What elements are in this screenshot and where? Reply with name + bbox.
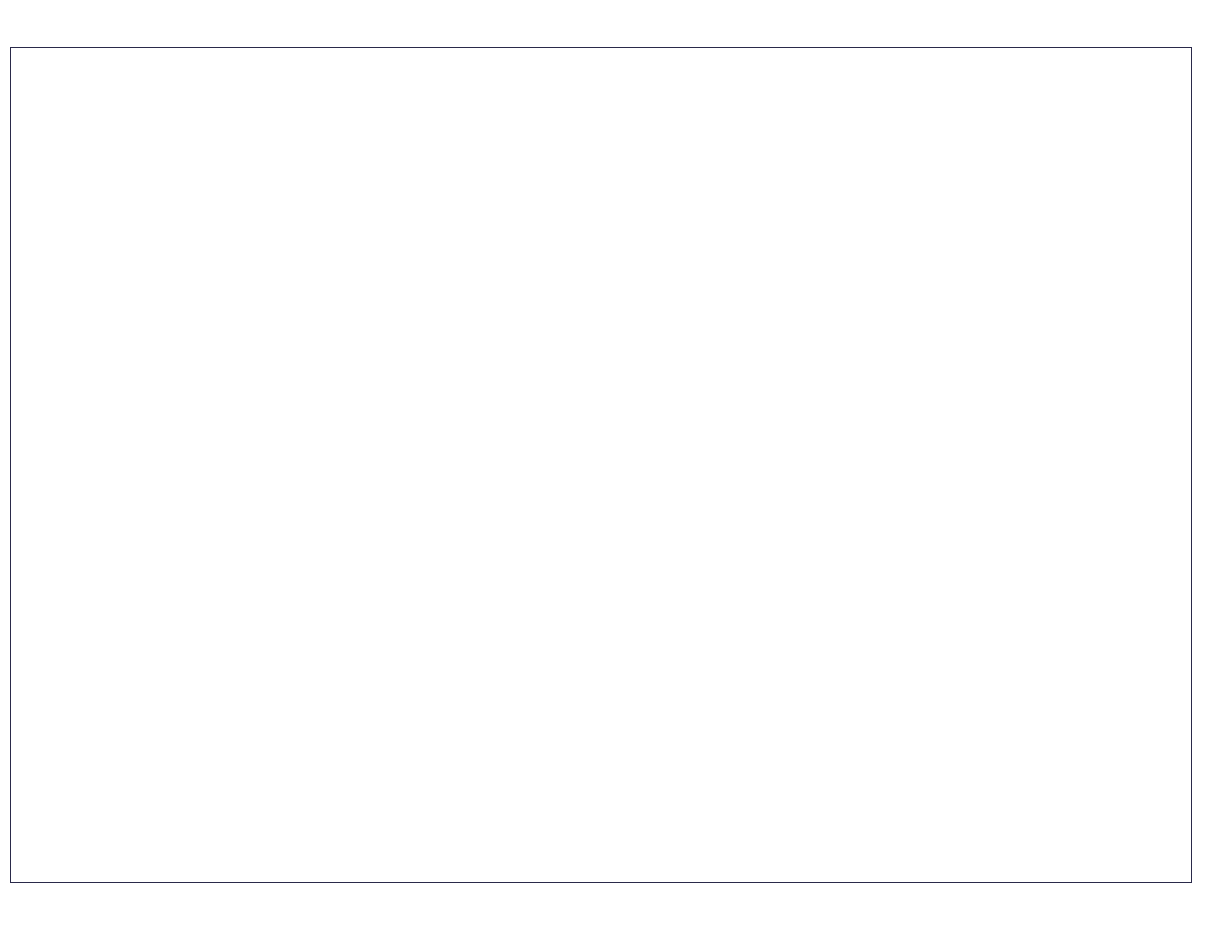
calendar-grid: [10, 47, 1192, 883]
